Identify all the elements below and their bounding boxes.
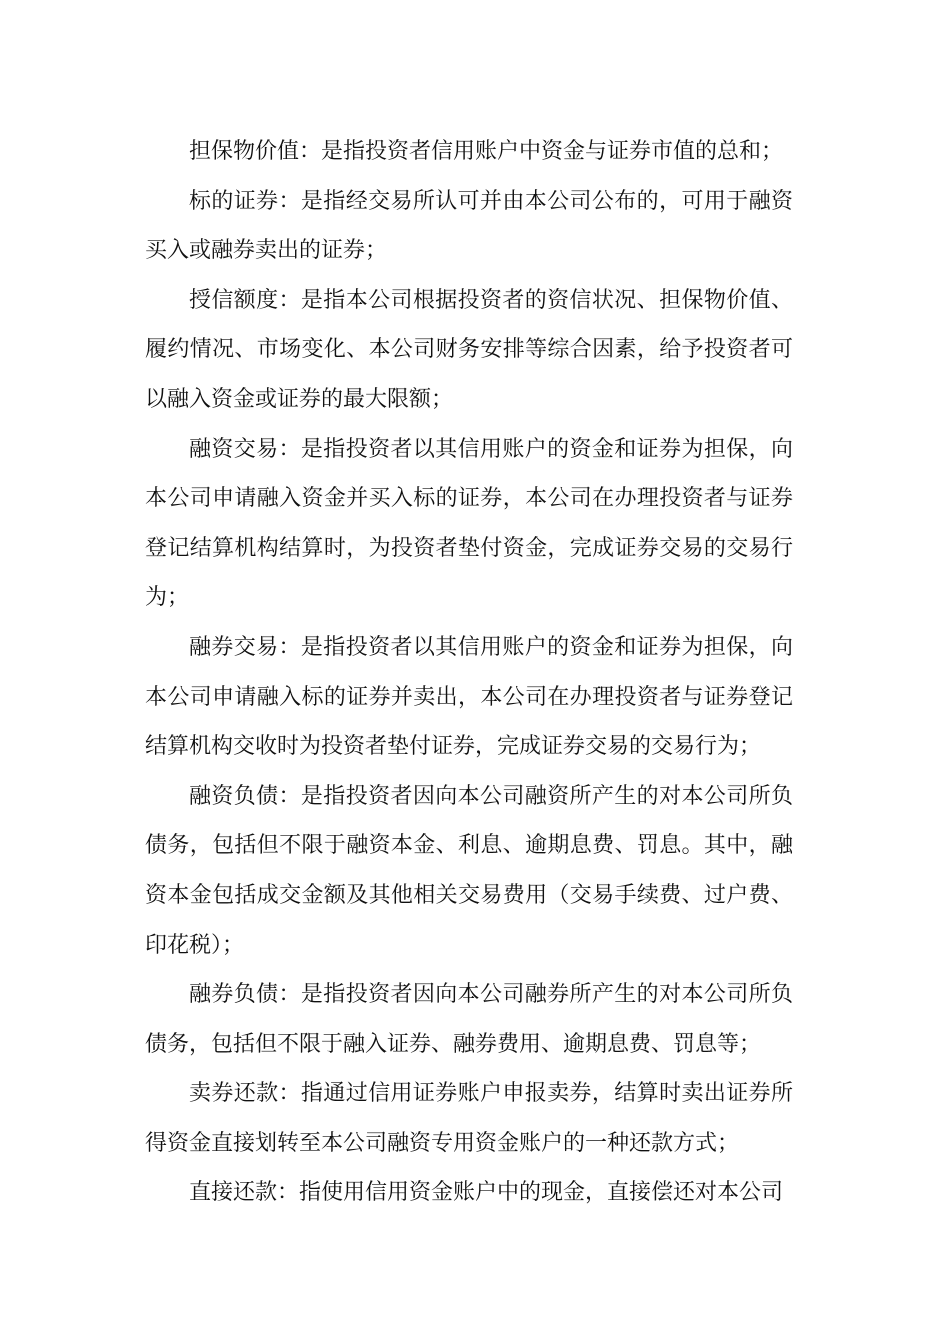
- paragraph-margin-financing-trade: 融资交易：是指投资者以其信用账户的资金和证券为担保，向本公司申请融入资金并买入标的证券，本公司在办理投资者与证券登记结算机构结算时，为投资者垫付资金，完成证券交易的交易行为；: [145, 436, 793, 611]
- paragraph-credit-limit: 授信额度：是指本公司根据投资者的资信状况、担保物价值、履约情况、市场变化、本公司财务安排等综合因素，给予投资者可以融入资金或证券的最大限额；: [145, 287, 793, 412]
- paragraph-collateral-value: 担保物价值：是指投资者信用账户中资金与证券市值的总和；: [189, 139, 784, 164]
- document-body: [145, 127, 793, 1218]
- paragraph-underlying-securities: 标的证券：是指经交易所认可并由本公司公布的，可用于融资买入或融券卖出的证券；: [145, 188, 793, 264]
- paragraph-financing-liability: 融资负债：是指投资者因向本公司融资所产生的对本公司所负债务，包括但不限于融资本金、利息、逾期息费、罚息。其中，融资本金包括成交金额及其他相关交易费用（交易手续费、过户费、印花税）；: [145, 783, 793, 958]
- paragraph-lending-liability: 融券负债：是指投资者因向本公司融券所产生的对本公司所负债务，包括但不限于融入证券、融券费用、逾期息费、罚息等；: [145, 982, 793, 1057]
- paragraph-direct-repayment: 直接还款：指使用信用资金账户中的现金，直接偿还对本公司: [189, 1180, 784, 1206]
- paragraph-securities-lending-trade: 融券交易：是指投资者以其信用账户的资金和证券为担保，向本公司申请融入标的证券并卖出，本公司在办理投资者与证券登记结算机构交收时为投资者垫付证券，完成证券交易的交易行为；: [145, 634, 793, 760]
- paragraph-sell-to-repay: 卖券还款：指通过信用证券账户申报卖券，结算时卖出证券所得资金直接划转至本公司融资专用资金账户的一种还款方式；: [145, 1081, 793, 1156]
